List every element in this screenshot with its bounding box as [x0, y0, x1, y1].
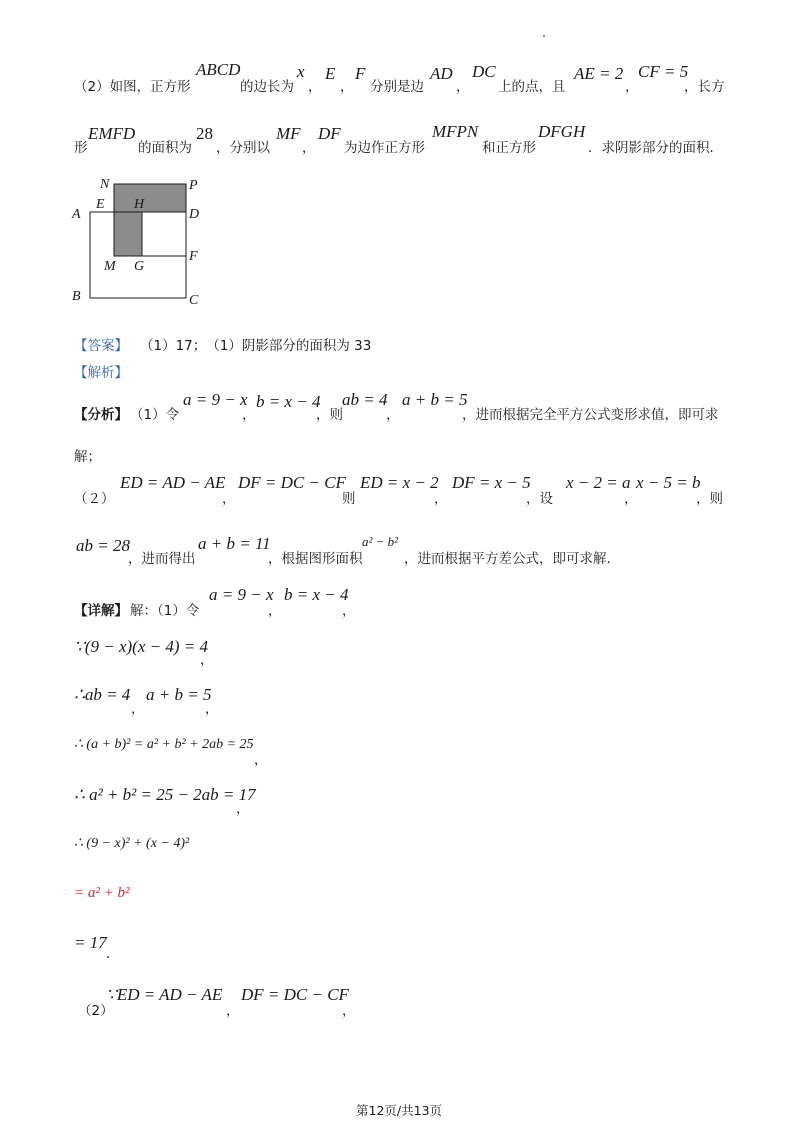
math-step-5: ∴ (9 − x)² + (x − 4)² — [74, 836, 190, 851]
math-step-6: = a² + b² — [74, 885, 130, 901]
math-step-3: ∴ (a + b)² = a² + b² + 2ab = 25 — [74, 737, 254, 752]
math-ed-def: ED = AD − AE — [120, 473, 226, 492]
math-ed-eq: ED = x − 2 — [360, 473, 439, 492]
math-f: F — [355, 64, 366, 83]
math-step-4: ∴ a² + b² = 25 − 2ab = 17 — [74, 785, 256, 804]
sep: ， — [340, 79, 354, 95]
sep: ， — [222, 491, 236, 507]
sep: ， — [205, 701, 219, 717]
sep: ， — [624, 491, 638, 507]
label-e: E — [96, 197, 105, 212]
answer-text: （1）17； （1）阴影部分的面积为 33 — [140, 338, 372, 354]
sep: ， — [268, 603, 282, 619]
sep: ， — [342, 603, 356, 619]
detail-tag: 【详解】 — [74, 603, 128, 619]
sep: ， — [456, 79, 470, 95]
math-a2b2: a² − b² — [362, 534, 399, 549]
label-g: G — [134, 259, 145, 274]
math-xb: x − 5 = b — [636, 473, 701, 492]
sep: ， — [342, 1003, 356, 1019]
math-mf: MF — [276, 124, 301, 143]
text-and: 和正方形 — [482, 140, 536, 156]
page-footer: 第12页/共13页 — [356, 1103, 443, 1118]
label-a: A — [72, 207, 81, 222]
math-x: x — [297, 62, 305, 81]
math-apb5: a + b = 5 — [402, 390, 468, 409]
math-ad: AD — [430, 64, 453, 83]
sep: ， — [200, 652, 214, 668]
math-e: E — [325, 64, 336, 83]
sep: ， — [302, 140, 316, 156]
label-d: D — [189, 207, 200, 222]
math-dfgh: DFGH — [538, 122, 586, 141]
math-step-7: = 17 — [74, 933, 107, 952]
math-step-1: ∵(9 − x)(x − 4) = 4 — [74, 637, 208, 656]
sep: . — [106, 946, 111, 962]
math-df: DF — [318, 124, 341, 143]
text: （２） — [74, 491, 115, 507]
sep: ， — [131, 701, 145, 717]
text: （2） — [78, 1003, 114, 1019]
label-n: N — [100, 177, 110, 192]
square-dfgh — [142, 212, 186, 256]
text-points: 上的点，且 — [498, 79, 566, 95]
text-area: 的面积为 — [138, 140, 192, 156]
shaded-region-top — [114, 184, 186, 212]
text: ，根据图形面积 — [268, 551, 363, 567]
math-ab4: ab = 4 — [342, 390, 388, 409]
sep: ， — [236, 801, 250, 817]
label-p: P — [189, 178, 198, 193]
sep: ， — [308, 79, 322, 95]
math-df-eq: DF = x − 5 — [452, 473, 531, 492]
math-ab28: ab = 28 — [76, 536, 130, 555]
text-side: 为边作正方形 — [344, 140, 425, 156]
text-on: 分别是边 — [370, 79, 424, 95]
text: ，进而根据完全平方公式变形求值，即可求 — [462, 407, 719, 423]
label-c: C — [189, 293, 199, 308]
math-b-def: b = x − 4 — [284, 585, 349, 604]
shaded-region-left — [114, 212, 142, 256]
math-dc: DC — [472, 62, 496, 81]
label-f: F — [189, 249, 198, 264]
sep: ， — [386, 407, 400, 423]
text-with: ，分别以 — [216, 140, 270, 156]
stray-dot — [543, 35, 545, 37]
text: 解：（1）令 — [130, 603, 200, 619]
text-tail: ，长方 — [684, 79, 725, 95]
label-b: B — [72, 289, 81, 304]
label-m: M — [104, 259, 116, 274]
text: ，则 — [696, 491, 723, 507]
math-a-def: a = 9 − x — [209, 585, 274, 604]
math-step-8a: ∵ED = AD − AE — [106, 985, 223, 1004]
math-df-def: DF = DC − CF — [238, 473, 346, 492]
sep: ， — [625, 79, 639, 95]
math-cf-eq: CF = 5 — [638, 62, 689, 81]
text: ，进而得出 — [128, 551, 196, 567]
analysis-tag: 【解析】 — [74, 365, 128, 381]
math-step-2a: ∴ab = 4 — [74, 685, 131, 704]
text: 解； — [74, 449, 101, 465]
text: ，进而根据平方差公式，即可求解． — [404, 551, 620, 567]
math-b-def: b = x − 4 — [256, 392, 321, 411]
math-abcd: ABCD — [196, 60, 241, 79]
text-ask: ．求阴影部分的面积． — [588, 140, 723, 156]
text: ，则 — [316, 407, 343, 423]
label-h: H — [134, 197, 145, 212]
math-a-def: a = 9 − x — [183, 390, 248, 409]
math-emfd: EMFD — [88, 124, 136, 143]
sep: ， — [254, 752, 268, 768]
text: （1）令 — [130, 407, 180, 423]
analysis-subtag: 【分析】 — [74, 407, 128, 423]
answer-tag: 【答案】 — [74, 338, 128, 354]
sep: ， — [434, 491, 448, 507]
text-prefix: 形 — [74, 140, 88, 156]
math-apb11: a + b = 11 — [198, 534, 271, 553]
math-step-8b: DF = DC − CF — [241, 985, 349, 1004]
sep: ， — [226, 1003, 240, 1019]
sep: ， — [242, 407, 256, 423]
math-step-2b: a + b = 5 — [146, 685, 212, 704]
text: 则 — [342, 491, 356, 507]
text-side: 的边长为 — [240, 79, 294, 95]
problem-prefix: （2）如图，正方形 — [74, 79, 191, 95]
math-area: 28 — [196, 124, 213, 143]
math-ae-eq: AE = 2 — [574, 64, 624, 83]
math-xa: x − 2 = a — [566, 473, 631, 492]
math-mfpn: MFPN — [432, 122, 479, 141]
text: ，设 — [526, 491, 553, 507]
geometry-figure — [66, 172, 216, 312]
